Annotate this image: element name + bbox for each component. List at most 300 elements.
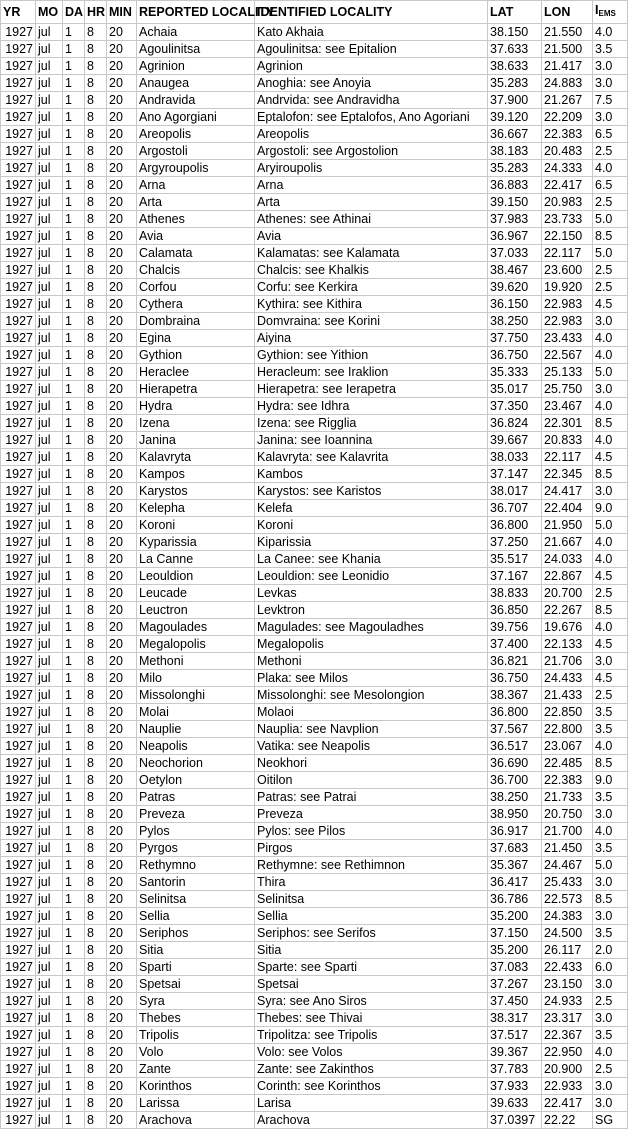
cell-intensity[interactable]: 4.5 (593, 449, 628, 466)
cell-month[interactable]: jul (36, 925, 63, 942)
cell-year[interactable]: 1927 (1, 24, 36, 41)
cell-minute[interactable]: 20 (107, 347, 137, 364)
cell-identified-locality[interactable]: Spetsai (255, 976, 488, 993)
cell-year[interactable]: 1927 (1, 92, 36, 109)
cell-longitude[interactable]: 21.267 (542, 92, 593, 109)
cell-identified-locality[interactable]: Sitia (255, 942, 488, 959)
cell-intensity[interactable]: 3.0 (593, 1095, 628, 1112)
cell-latitude[interactable]: 37.750 (488, 330, 542, 347)
cell-hour[interactable]: 8 (85, 109, 107, 126)
cell-minute[interactable]: 20 (107, 211, 137, 228)
header-reported-locality[interactable]: REPORTED LOCALITY (137, 1, 255, 24)
cell-identified-locality[interactable]: Leouldion: see Leonidio (255, 568, 488, 585)
cell-day[interactable]: 1 (63, 789, 85, 806)
cell-intensity[interactable]: 2.5 (593, 143, 628, 160)
cell-day[interactable]: 1 (63, 58, 85, 75)
cell-hour[interactable]: 8 (85, 1095, 107, 1112)
cell-day[interactable]: 1 (63, 636, 85, 653)
cell-latitude[interactable]: 39.620 (488, 279, 542, 296)
cell-month[interactable]: jul (36, 1095, 63, 1112)
cell-intensity[interactable]: 5.0 (593, 517, 628, 534)
cell-day[interactable]: 1 (63, 160, 85, 177)
cell-identified-locality[interactable]: Arta (255, 194, 488, 211)
cell-latitude[interactable]: 35.283 (488, 75, 542, 92)
cell-latitude[interactable]: 36.800 (488, 517, 542, 534)
cell-intensity[interactable]: 5.0 (593, 857, 628, 874)
cell-day[interactable]: 1 (63, 279, 85, 296)
cell-month[interactable]: jul (36, 1112, 63, 1129)
cell-hour[interactable]: 8 (85, 313, 107, 330)
cell-reported-locality[interactable]: Syra (137, 993, 255, 1010)
cell-month[interactable]: jul (36, 58, 63, 75)
cell-year[interactable]: 1927 (1, 704, 36, 721)
cell-day[interactable]: 1 (63, 228, 85, 245)
header-hour[interactable]: HR (85, 1, 107, 24)
cell-latitude[interactable]: 36.917 (488, 823, 542, 840)
cell-year[interactable]: 1927 (1, 364, 36, 381)
cell-identified-locality[interactable]: Izena: see Rigglia (255, 415, 488, 432)
cell-day[interactable]: 1 (63, 551, 85, 568)
cell-identified-locality[interactable]: Kythira: see Kithira (255, 296, 488, 313)
cell-latitude[interactable]: 35.517 (488, 551, 542, 568)
cell-latitude[interactable]: 36.786 (488, 891, 542, 908)
cell-identified-locality[interactable]: Methoni (255, 653, 488, 670)
cell-hour[interactable]: 8 (85, 687, 107, 704)
cell-identified-locality[interactable]: Anoghia: see Anoyia (255, 75, 488, 92)
cell-minute[interactable]: 20 (107, 1027, 137, 1044)
cell-day[interactable]: 1 (63, 1044, 85, 1061)
cell-day[interactable]: 1 (63, 211, 85, 228)
cell-latitude[interactable]: 38.250 (488, 313, 542, 330)
cell-day[interactable]: 1 (63, 755, 85, 772)
cell-day[interactable]: 1 (63, 942, 85, 959)
cell-day[interactable]: 1 (63, 585, 85, 602)
cell-day[interactable]: 1 (63, 721, 85, 738)
cell-latitude[interactable]: 37.933 (488, 1078, 542, 1095)
cell-month[interactable]: jul (36, 483, 63, 500)
cell-longitude[interactable]: 22.345 (542, 466, 593, 483)
cell-hour[interactable]: 8 (85, 908, 107, 925)
cell-minute[interactable]: 20 (107, 721, 137, 738)
header-identified-locality[interactable]: IDENTIFIED LOCALITY (255, 1, 488, 24)
cell-intensity[interactable]: 4.5 (593, 636, 628, 653)
cell-longitude[interactable]: 22.567 (542, 347, 593, 364)
cell-intensity[interactable]: 6.5 (593, 126, 628, 143)
cell-day[interactable]: 1 (63, 1095, 85, 1112)
cell-identified-locality[interactable]: Chalcis: see Khalkis (255, 262, 488, 279)
cell-minute[interactable]: 20 (107, 279, 137, 296)
cell-year[interactable]: 1927 (1, 143, 36, 160)
cell-hour[interactable]: 8 (85, 704, 107, 721)
cell-identified-locality[interactable]: Patras: see Patrai (255, 789, 488, 806)
cell-day[interactable]: 1 (63, 925, 85, 942)
cell-month[interactable]: jul (36, 1010, 63, 1027)
cell-intensity[interactable]: 3.5 (593, 925, 628, 942)
cell-year[interactable]: 1927 (1, 262, 36, 279)
cell-year[interactable]: 1927 (1, 466, 36, 483)
cell-identified-locality[interactable]: Kalamatas: see Kalamata (255, 245, 488, 262)
cell-hour[interactable]: 8 (85, 58, 107, 75)
header-minute[interactable]: MIN (107, 1, 137, 24)
cell-longitude[interactable]: 22.983 (542, 296, 593, 313)
cell-longitude[interactable]: 24.333 (542, 160, 593, 177)
cell-month[interactable]: jul (36, 75, 63, 92)
cell-year[interactable]: 1927 (1, 1027, 36, 1044)
cell-day[interactable]: 1 (63, 262, 85, 279)
cell-year[interactable]: 1927 (1, 993, 36, 1010)
cell-month[interactable]: jul (36, 534, 63, 551)
cell-identified-locality[interactable]: Andrvida: see Andravidha (255, 92, 488, 109)
cell-minute[interactable]: 20 (107, 415, 137, 432)
cell-minute[interactable]: 20 (107, 976, 137, 993)
cell-reported-locality[interactable]: Kelepha (137, 500, 255, 517)
cell-minute[interactable]: 20 (107, 177, 137, 194)
cell-hour[interactable]: 8 (85, 534, 107, 551)
cell-year[interactable]: 1927 (1, 296, 36, 313)
cell-reported-locality[interactable]: Karystos (137, 483, 255, 500)
cell-day[interactable]: 1 (63, 398, 85, 415)
cell-minute[interactable]: 20 (107, 908, 137, 925)
cell-hour[interactable]: 8 (85, 568, 107, 585)
cell-identified-locality[interactable]: Oitilon (255, 772, 488, 789)
cell-reported-locality[interactable]: Larissa (137, 1095, 255, 1112)
cell-longitude[interactable]: 22.933 (542, 1078, 593, 1095)
cell-hour[interactable]: 8 (85, 92, 107, 109)
cell-intensity[interactable]: 8.5 (593, 466, 628, 483)
cell-reported-locality[interactable]: Pyrgos (137, 840, 255, 857)
cell-reported-locality[interactable]: Pylos (137, 823, 255, 840)
cell-latitude[interactable]: 36.824 (488, 415, 542, 432)
cell-minute[interactable]: 20 (107, 568, 137, 585)
cell-month[interactable]: jul (36, 585, 63, 602)
cell-identified-locality[interactable]: Areopolis (255, 126, 488, 143)
cell-longitude[interactable]: 25.750 (542, 381, 593, 398)
cell-reported-locality[interactable]: Argyroupolis (137, 160, 255, 177)
cell-month[interactable]: jul (36, 228, 63, 245)
cell-reported-locality[interactable]: Calamata (137, 245, 255, 262)
cell-identified-locality[interactable]: Neokhori (255, 755, 488, 772)
cell-intensity[interactable]: SG (593, 1112, 628, 1129)
cell-hour[interactable]: 8 (85, 41, 107, 58)
cell-day[interactable]: 1 (63, 653, 85, 670)
cell-day[interactable]: 1 (63, 1061, 85, 1078)
cell-identified-locality[interactable]: Kambos (255, 466, 488, 483)
cell-intensity[interactable]: 2.5 (593, 262, 628, 279)
cell-intensity[interactable]: 3.5 (593, 840, 628, 857)
cell-latitude[interactable]: 37.147 (488, 466, 542, 483)
cell-hour[interactable]: 8 (85, 602, 107, 619)
cell-longitude[interactable]: 20.750 (542, 806, 593, 823)
cell-month[interactable]: jul (36, 41, 63, 58)
cell-hour[interactable]: 8 (85, 993, 107, 1010)
cell-hour[interactable]: 8 (85, 364, 107, 381)
cell-longitude[interactable]: 21.667 (542, 534, 593, 551)
cell-day[interactable]: 1 (63, 806, 85, 823)
cell-latitude[interactable]: 38.150 (488, 24, 542, 41)
cell-reported-locality[interactable]: Selinitsa (137, 891, 255, 908)
cell-year[interactable]: 1927 (1, 1078, 36, 1095)
cell-intensity[interactable]: 4.0 (593, 398, 628, 415)
cell-latitude[interactable]: 36.690 (488, 755, 542, 772)
cell-intensity[interactable]: 3.0 (593, 976, 628, 993)
cell-hour[interactable]: 8 (85, 228, 107, 245)
cell-latitude[interactable]: 37.083 (488, 959, 542, 976)
cell-longitude[interactable]: 22.983 (542, 313, 593, 330)
cell-day[interactable]: 1 (63, 483, 85, 500)
cell-identified-locality[interactable]: Megalopolis (255, 636, 488, 653)
cell-day[interactable]: 1 (63, 619, 85, 636)
cell-year[interactable]: 1927 (1, 483, 36, 500)
cell-hour[interactable]: 8 (85, 194, 107, 211)
cell-hour[interactable]: 8 (85, 772, 107, 789)
cell-reported-locality[interactable]: Janina (137, 432, 255, 449)
cell-day[interactable]: 1 (63, 364, 85, 381)
cell-year[interactable]: 1927 (1, 211, 36, 228)
cell-reported-locality[interactable]: Preveza (137, 806, 255, 823)
cell-latitude[interactable]: 36.667 (488, 126, 542, 143)
cell-intensity[interactable]: 4.0 (593, 738, 628, 755)
cell-reported-locality[interactable]: Heraclee (137, 364, 255, 381)
cell-month[interactable]: jul (36, 364, 63, 381)
cell-year[interactable]: 1927 (1, 41, 36, 58)
cell-latitude[interactable]: 38.833 (488, 585, 542, 602)
cell-latitude[interactable]: 36.967 (488, 228, 542, 245)
cell-month[interactable]: jul (36, 330, 63, 347)
cell-hour[interactable]: 8 (85, 942, 107, 959)
cell-hour[interactable]: 8 (85, 585, 107, 602)
cell-month[interactable]: jul (36, 262, 63, 279)
cell-hour[interactable]: 8 (85, 619, 107, 636)
cell-intensity[interactable]: 4.0 (593, 160, 628, 177)
cell-intensity[interactable]: 9.0 (593, 500, 628, 517)
cell-month[interactable]: jul (36, 415, 63, 432)
cell-minute[interactable]: 20 (107, 993, 137, 1010)
cell-hour[interactable]: 8 (85, 381, 107, 398)
cell-year[interactable]: 1927 (1, 806, 36, 823)
cell-longitude[interactable]: 20.700 (542, 585, 593, 602)
cell-reported-locality[interactable]: Milo (137, 670, 255, 687)
cell-month[interactable]: jul (36, 398, 63, 415)
cell-latitude[interactable]: 36.700 (488, 772, 542, 789)
cell-month[interactable]: jul (36, 602, 63, 619)
cell-hour[interactable]: 8 (85, 874, 107, 891)
cell-month[interactable]: jul (36, 874, 63, 891)
cell-month[interactable]: jul (36, 806, 63, 823)
cell-day[interactable]: 1 (63, 1078, 85, 1095)
cell-hour[interactable]: 8 (85, 823, 107, 840)
cell-day[interactable]: 1 (63, 517, 85, 534)
cell-minute[interactable]: 20 (107, 687, 137, 704)
cell-latitude[interactable]: 37.167 (488, 568, 542, 585)
cell-hour[interactable]: 8 (85, 75, 107, 92)
cell-latitude[interactable]: 39.667 (488, 432, 542, 449)
cell-year[interactable]: 1927 (1, 517, 36, 534)
cell-year[interactable]: 1927 (1, 279, 36, 296)
cell-minute[interactable]: 20 (107, 806, 137, 823)
cell-minute[interactable]: 20 (107, 41, 137, 58)
cell-reported-locality[interactable]: Tripolis (137, 1027, 255, 1044)
cell-longitude[interactable]: 20.900 (542, 1061, 593, 1078)
cell-reported-locality[interactable]: Andravida (137, 92, 255, 109)
cell-longitude[interactable]: 24.417 (542, 483, 593, 500)
cell-longitude[interactable]: 24.500 (542, 925, 593, 942)
cell-hour[interactable]: 8 (85, 330, 107, 347)
cell-latitude[interactable]: 39.756 (488, 619, 542, 636)
cell-identified-locality[interactable]: Kato Akhaia (255, 24, 488, 41)
header-latitude[interactable]: LAT (488, 1, 542, 24)
cell-year[interactable]: 1927 (1, 755, 36, 772)
cell-minute[interactable]: 20 (107, 364, 137, 381)
cell-reported-locality[interactable]: Zante (137, 1061, 255, 1078)
cell-year[interactable]: 1927 (1, 1044, 36, 1061)
cell-intensity[interactable]: 3.5 (593, 704, 628, 721)
cell-minute[interactable]: 20 (107, 789, 137, 806)
cell-latitude[interactable]: 36.707 (488, 500, 542, 517)
cell-intensity[interactable]: 3.0 (593, 874, 628, 891)
cell-minute[interactable]: 20 (107, 228, 137, 245)
cell-latitude[interactable]: 35.200 (488, 908, 542, 925)
cell-day[interactable]: 1 (63, 24, 85, 41)
cell-longitude[interactable]: 22.383 (542, 126, 593, 143)
cell-latitude[interactable]: 37.350 (488, 398, 542, 415)
cell-reported-locality[interactable]: Koroni (137, 517, 255, 534)
cell-minute[interactable]: 20 (107, 840, 137, 857)
cell-hour[interactable]: 8 (85, 1061, 107, 1078)
cell-latitude[interactable]: 37.900 (488, 92, 542, 109)
cell-hour[interactable]: 8 (85, 653, 107, 670)
cell-longitude[interactable]: 23.433 (542, 330, 593, 347)
cell-month[interactable]: jul (36, 721, 63, 738)
cell-identified-locality[interactable]: Magulades: see Magouladhes (255, 619, 488, 636)
cell-year[interactable]: 1927 (1, 415, 36, 432)
cell-latitude[interactable]: 39.120 (488, 109, 542, 126)
cell-intensity[interactable]: 6.5 (593, 177, 628, 194)
cell-intensity[interactable]: 3.0 (593, 1010, 628, 1027)
cell-hour[interactable]: 8 (85, 483, 107, 500)
cell-identified-locality[interactable]: Athenes: see Athinai (255, 211, 488, 228)
cell-identified-locality[interactable]: Levkas (255, 585, 488, 602)
cell-identified-locality[interactable]: Corfu: see Kerkira (255, 279, 488, 296)
cell-day[interactable]: 1 (63, 959, 85, 976)
cell-month[interactable]: jul (36, 772, 63, 789)
cell-identified-locality[interactable]: Agoulinitsa: see Epitalion (255, 41, 488, 58)
cell-year[interactable]: 1927 (1, 789, 36, 806)
cell-reported-locality[interactable]: Kyparissia (137, 534, 255, 551)
cell-longitude[interactable]: 21.433 (542, 687, 593, 704)
cell-identified-locality[interactable]: Missolonghi: see Mesolongion (255, 687, 488, 704)
cell-reported-locality[interactable]: Dombraina (137, 313, 255, 330)
cell-month[interactable]: jul (36, 313, 63, 330)
cell-identified-locality[interactable]: Janina: see Ioannina (255, 432, 488, 449)
cell-hour[interactable]: 8 (85, 245, 107, 262)
cell-year[interactable]: 1927 (1, 551, 36, 568)
cell-intensity[interactable]: 3.0 (593, 806, 628, 823)
cell-identified-locality[interactable]: Hierapetra: see Ierapetra (255, 381, 488, 398)
header-longitude[interactable]: LON (542, 1, 593, 24)
cell-month[interactable]: jul (36, 177, 63, 194)
cell-latitude[interactable]: 37.983 (488, 211, 542, 228)
cell-reported-locality[interactable]: Korinthos (137, 1078, 255, 1095)
cell-month[interactable]: jul (36, 211, 63, 228)
cell-month[interactable]: jul (36, 126, 63, 143)
cell-latitude[interactable]: 36.821 (488, 653, 542, 670)
cell-latitude[interactable]: 37.783 (488, 1061, 542, 1078)
cell-hour[interactable]: 8 (85, 398, 107, 415)
cell-latitude[interactable]: 36.850 (488, 602, 542, 619)
cell-month[interactable]: jul (36, 653, 63, 670)
cell-intensity[interactable]: 4.0 (593, 347, 628, 364)
cell-minute[interactable]: 20 (107, 653, 137, 670)
cell-minute[interactable]: 20 (107, 449, 137, 466)
cell-month[interactable]: jul (36, 296, 63, 313)
cell-hour[interactable]: 8 (85, 840, 107, 857)
cell-latitude[interactable]: 37.567 (488, 721, 542, 738)
cell-day[interactable]: 1 (63, 568, 85, 585)
cell-hour[interactable]: 8 (85, 789, 107, 806)
cell-year[interactable]: 1927 (1, 228, 36, 245)
cell-day[interactable]: 1 (63, 143, 85, 160)
cell-minute[interactable]: 20 (107, 857, 137, 874)
cell-latitude[interactable]: 35.333 (488, 364, 542, 381)
cell-reported-locality[interactable]: Leuctron (137, 602, 255, 619)
cell-minute[interactable]: 20 (107, 194, 137, 211)
cell-minute[interactable]: 20 (107, 551, 137, 568)
cell-longitude[interactable]: 20.483 (542, 143, 593, 160)
cell-longitude[interactable]: 26.117 (542, 942, 593, 959)
cell-day[interactable]: 1 (63, 92, 85, 109)
cell-identified-locality[interactable]: Kalavryta: see Kalavrita (255, 449, 488, 466)
cell-hour[interactable]: 8 (85, 500, 107, 517)
header-day[interactable]: DA (63, 1, 85, 24)
cell-longitude[interactable]: 19.920 (542, 279, 593, 296)
cell-day[interactable]: 1 (63, 738, 85, 755)
cell-minute[interactable]: 20 (107, 262, 137, 279)
cell-year[interactable]: 1927 (1, 721, 36, 738)
cell-year[interactable]: 1927 (1, 398, 36, 415)
cell-intensity[interactable]: 3.0 (593, 58, 628, 75)
cell-identified-locality[interactable]: Sellia (255, 908, 488, 925)
cell-month[interactable]: jul (36, 619, 63, 636)
cell-month[interactable]: jul (36, 1044, 63, 1061)
cell-longitude[interactable]: 22.267 (542, 602, 593, 619)
cell-reported-locality[interactable]: Spetsai (137, 976, 255, 993)
cell-identified-locality[interactable]: La Canee: see Khania (255, 551, 488, 568)
cell-longitude[interactable]: 22.867 (542, 568, 593, 585)
cell-day[interactable]: 1 (63, 194, 85, 211)
cell-month[interactable]: jul (36, 959, 63, 976)
cell-minute[interactable]: 20 (107, 823, 137, 840)
cell-reported-locality[interactable]: Sparti (137, 959, 255, 976)
cell-hour[interactable]: 8 (85, 126, 107, 143)
cell-minute[interactable]: 20 (107, 959, 137, 976)
cell-identified-locality[interactable]: Kiparissia (255, 534, 488, 551)
cell-year[interactable]: 1927 (1, 75, 36, 92)
cell-year[interactable]: 1927 (1, 823, 36, 840)
cell-identified-locality[interactable]: Syra: see Ano Siros (255, 993, 488, 1010)
cell-year[interactable]: 1927 (1, 500, 36, 517)
cell-longitude[interactable]: 22.404 (542, 500, 593, 517)
cell-longitude[interactable]: 21.733 (542, 789, 593, 806)
cell-hour[interactable]: 8 (85, 1112, 107, 1129)
cell-minute[interactable]: 20 (107, 585, 137, 602)
cell-identified-locality[interactable]: Karystos: see Karistos (255, 483, 488, 500)
cell-longitude[interactable]: 22.417 (542, 177, 593, 194)
cell-year[interactable]: 1927 (1, 908, 36, 925)
header-intensity[interactable] (593, 1, 628, 24)
cell-longitude[interactable]: 24.883 (542, 75, 593, 92)
cell-year[interactable]: 1927 (1, 432, 36, 449)
cell-year[interactable]: 1927 (1, 194, 36, 211)
